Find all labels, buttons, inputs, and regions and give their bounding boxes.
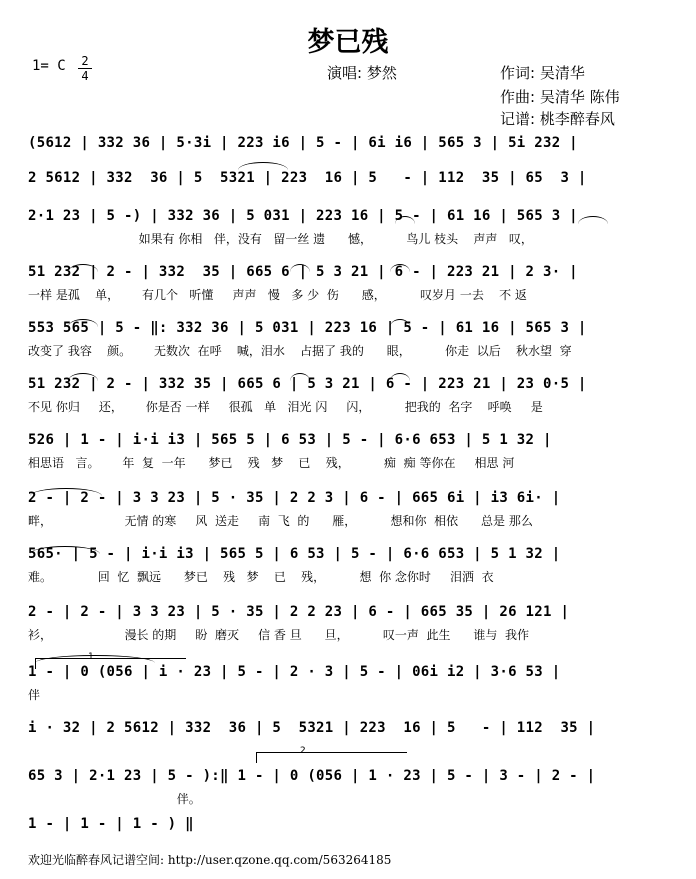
- lyrics-line: 相思语 言。 年 复 一年 梦已 残 梦 已 残， 痴 痴 等你在 相思 河: [28, 456, 515, 470]
- notation-line: 565· | 5 - | i·i i3 | 565 5 | 6 53 | 5 - | 6·6 653 | 5 1 32 |: [28, 546, 561, 562]
- song-title: 梦已残: [307, 27, 389, 58]
- volta-bracket-1: [35, 658, 186, 669]
- time-signature: [78, 55, 92, 82]
- notation-line: (5612 | 332 36 | 5·3i | 223 i6 | 5 - | 6i i6 | 565 3 | 5i 232 |: [28, 135, 578, 151]
- notation-line: 65 3 | 2·1 23 | 5 - ):‖ 1 - | 0 (056 | 1 · 23 | 5 - | 3 - | 2 - |: [28, 768, 596, 784]
- lyrics-line: 衫， 漫长 的期 盼 磨灭 信 香 旦 旦， 叹一声 此生 谁与 我作: [28, 628, 530, 642]
- volta-number-1: 1: [88, 652, 94, 662]
- time-signature-bottom: 4: [81, 69, 89, 83]
- time-signature-top: 2: [81, 54, 89, 68]
- notation-line: 526 | 1 - | i·i i3 | 565 5 | 6 53 | 5 - | 6·6 653 | 5 1 32 |: [28, 432, 552, 448]
- notation-line: 2 - | 2 - | 3 3 23 | 5 · 35 | 2 2 23 | 6 - | 665 35 | 26 121 |: [28, 604, 570, 620]
- volta-bracket-2: [256, 752, 407, 763]
- composer-credit: 作曲: 吴清华 陈伟: [500, 88, 620, 106]
- notation-line: 51 232 | 2 - | 332 35 | 665 6 | 5 3 21 | 6 - | 223 21 | 23 0·5 |: [28, 376, 587, 392]
- notation-line: 2 - | 2 - | 3 3 23 | 5 · 35 | 2 2 3 | 6 - | 665 6i | i3 6i· |: [28, 490, 561, 506]
- lyrics-line: 难。 回 忆 飘远 梦已 残 梦 已 残， 想 你 念你时 泪洒 衣: [28, 570, 494, 584]
- volta-number-2: 2: [300, 746, 306, 756]
- lyrics-line: 改变了 我容 颜。 无数次 在呼 喊，泪水 占据了 我的 眼， 你走 以后 秋水望 穿: [28, 344, 572, 358]
- singer-credit: 演唱: 梦然: [327, 64, 397, 82]
- lyrics-line: 不见 你归 还， 你是否 一样 很孤 单 泪光 闪 闪， 把我的 名字 呼唤 是: [28, 400, 543, 414]
- notation-line: i · 32 | 2 5612 | 332 36 | 5 5321 | 223 16 | 5 - | 112 35 |: [28, 720, 596, 736]
- notation-line: 2·1 23 | 5 -) | 332 36 | 5 031 | 223 16 | 5 - | 61 16 | 565 3 |: [28, 208, 578, 224]
- lyrics-line: 一样 是孤 单， 有几个 听懂 声声 慢 多 少 伤 感， 叹岁月 一去 不 返: [28, 288, 527, 302]
- notation-line: 51 232 | 2 - | 332 35 | 665 6 | 5 3 21 | 6 - | 223 21 | 2 3· |: [28, 264, 578, 280]
- lyrics-line: 伴: [28, 688, 41, 702]
- notation-line: 2 5612 | 332 36 | 5 5321 | 223 16 | 5 - | 112 35 | 65 3 |: [28, 170, 587, 186]
- notation-line: 1 - | 1 - | 1 - ) ‖: [28, 816, 194, 832]
- key-signature: 1= C: [32, 58, 66, 74]
- lyrics-line: 伴。: [28, 792, 201, 806]
- lyrics-line: 如果有 你相 伴，没有 留一丝 遗 憾， 鸟儿 枝头 声声 叹，: [28, 232, 533, 246]
- notation-line: 553 565 | 5 - ‖: 332 36 | 5 031 | 223 16 | 5 - | 61 16 | 565 3 |: [28, 320, 587, 336]
- lyrics-line: 畔， 无情 的寒 风 送走 南 飞 的 雁， 想和你 相依 总是 那么: [28, 514, 533, 528]
- lyricist-credit: 作词: 吴清华: [500, 64, 585, 82]
- transcriber-credit: 记谱: 桃李醉春风: [500, 110, 615, 128]
- notation-line: 1 - | 0 (056 | i · 23 | 5 - | 2 · 3 | 5 - | 06i i2 | 3·6 53 |: [28, 664, 561, 680]
- footer-link[interactable]: 欢迎光临醉春风记谱空间: http://user.qzone.qq.com/563264185: [28, 853, 392, 867]
